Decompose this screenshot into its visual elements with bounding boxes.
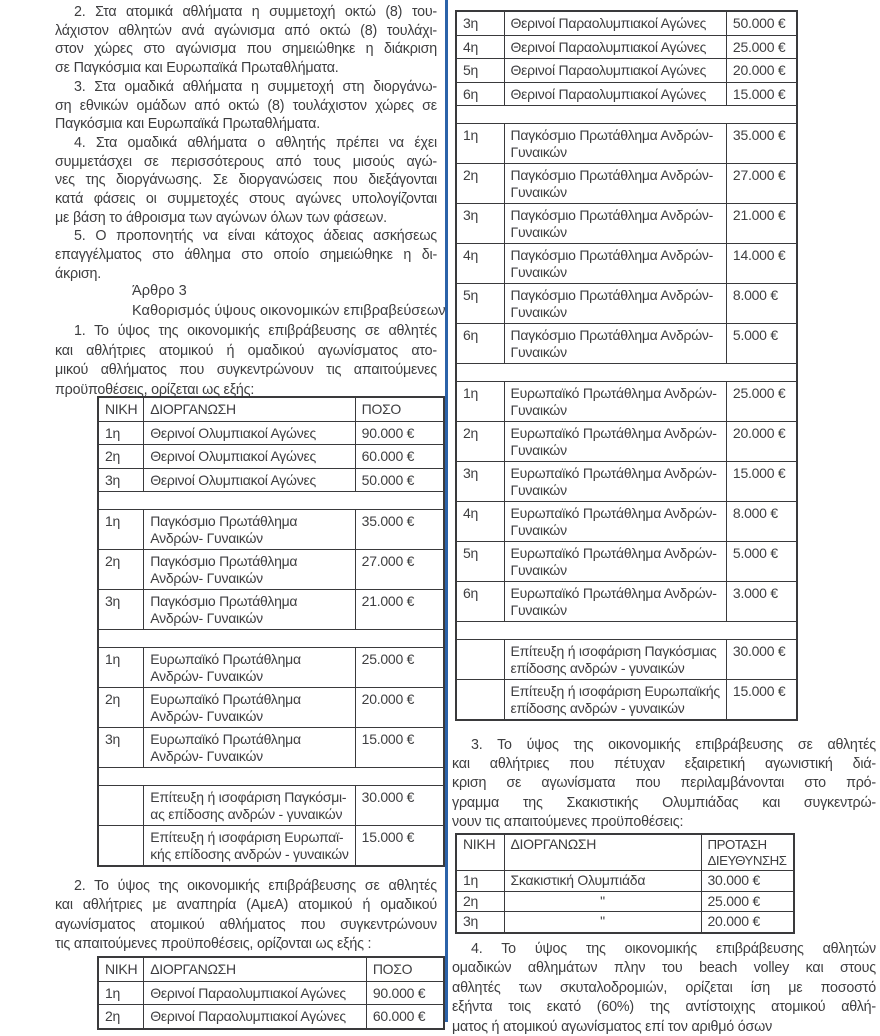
spacer-cell: [456, 622, 797, 640]
cell-line: Ευρωπαϊκό Πρωτάθλημα Ανδρών-: [510, 505, 717, 521]
cell-line: Θερινοί Παραολυμπιακοί Αγώνες: [510, 62, 707, 78]
rewards-table-chess: [455, 833, 795, 934]
text-line: άκριση.: [55, 265, 102, 282]
amount-cell: 60.000 €: [355, 445, 444, 469]
header-cell-niki: ΝΙΚΗ: [98, 397, 144, 421]
amount-cell: 30.000 €: [355, 786, 444, 826]
cell-line: Επίτευξη ή ισοφάριση Ευρωπαϊκής: [510, 683, 720, 699]
header-cell-diorganosi: ΔΙΟΡΓΑΝΩΣΗ: [144, 397, 355, 421]
table-header-row: [456, 834, 794, 871]
event-cell: [144, 786, 355, 826]
text-line: Παγκόσμια και Ευρωπαϊκά Πρωταθλήματα.: [55, 116, 320, 133]
cell-line: Ευρωπαϊκό Πρωτάθλημα Ανδρών-: [510, 545, 717, 561]
paragraph-3-chess: [452, 736, 876, 832]
cell-line: Γυναικών: [510, 521, 567, 538]
rank-cell: 1η: [98, 421, 144, 445]
rank-cell: 2η: [98, 688, 144, 728]
table-row: [98, 688, 444, 728]
cell-line: Επίτευξη ή ισοφάριση Παγκόσμι-: [150, 789, 347, 805]
event-cell: [504, 640, 726, 680]
paragraph-3: [55, 78, 437, 134]
amount-cell: 21.000 €: [726, 204, 797, 244]
text-line: και αθλήτριες με αναπηρία (ΑμεΑ) ατομικού ή ομαδικού: [55, 897, 437, 914]
table-row: [456, 324, 797, 364]
text-line: κριση σε αγωνίσματα που περιλαμβάνονται στο πρό-: [452, 775, 876, 792]
header-cell-diorganosi: ΔΙΟΡΓΑΝΩΣΗ: [144, 957, 367, 981]
cell-line: Παγκόσμιο Πρωτάθλημα Ανδρών-: [510, 167, 714, 183]
table-row: [456, 35, 797, 59]
table-spacer-row: [98, 630, 444, 648]
cell-line: Ευρωπαϊκό Πρωτάθλημα: [150, 651, 301, 667]
table-row: [456, 640, 797, 680]
amount-cell: 8.000 €: [726, 284, 797, 324]
paragraph-4-team: [452, 940, 876, 1036]
text-line: κατά φάσεις οι συμμετοχές στους αγώνες υπολογίζονται: [55, 191, 437, 208]
text-line: με βάση το άθροισμα των αγώνων όλων των φάσεων.: [55, 209, 387, 226]
event-cell: [144, 728, 355, 768]
cell-line: επίδοσης ανδρών - γυναικών: [510, 699, 685, 716]
cell-line: Παγκόσμιο Πρωτάθλημα: [150, 553, 298, 569]
text-line: μικού αθλήματος που συγκεντρώνουν τις απαιτούμενες: [55, 362, 437, 379]
rank-cell: [456, 640, 504, 680]
rank-cell: 3η: [456, 912, 504, 933]
amount-cell: 30.000 €: [701, 871, 794, 892]
text-line: ομαδικών αθλημάτων πλην του beach volley και στους: [452, 960, 876, 977]
cell-line: κής επίδοσης ανδρών - γυναικών: [150, 845, 349, 862]
table-row: [98, 648, 444, 688]
amount-cell: 90.000 €: [366, 981, 444, 1005]
cell-line: Θερινοί Ολυμπιακοί Αγώνες: [150, 471, 316, 488]
cell-line: Θερινοί Παραολυμπιακοί Αγώνες: [150, 1008, 346, 1024]
rewards-table-individual: [97, 396, 445, 867]
text-line: προϋποθέσεις, ορίζεται ως εξής:: [55, 381, 255, 398]
event-cell: [144, 550, 355, 590]
table-spacer-row: [456, 106, 797, 124]
event-cell: [144, 590, 355, 630]
paragraph-1: [55, 322, 437, 400]
text-line: συμμετάσχει σε περισσότερους από τους μισούς αγώ-: [55, 153, 437, 170]
event-cell: [144, 688, 355, 728]
header-cell-protasi-diefthynsis: ΠΡΟΤΑΣΗ ΔΙΕΥΘΥΝΣΗΣ: [701, 834, 794, 871]
table-row: [98, 550, 444, 590]
text-line: 4. Στα ομαδικά αθλήματα ο αθλητής πρέπει να έχει: [74, 134, 437, 151]
amount-cell: 15.000 €: [726, 82, 797, 106]
table-spacer-row: [98, 492, 444, 510]
cell-line: Παγκόσμιο Πρωτάθλημα Ανδρών-: [510, 287, 714, 303]
rank-cell: 3η: [98, 728, 144, 768]
amount-cell: 27.000 €: [726, 164, 797, 204]
amount-cell: 20.000 €: [355, 688, 444, 728]
amount-cell: 14.000 €: [726, 244, 797, 284]
paragraph-5: [55, 227, 437, 283]
spacer-cell: [456, 106, 797, 124]
cell-line: Παγκόσμιο Πρωτάθλημα: [150, 513, 298, 529]
amount-cell: 5.000 €: [726, 324, 797, 364]
amount-cell: 5.000 €: [726, 542, 797, 582]
table-row: [456, 680, 797, 721]
article-title: Άρθρο 3: [132, 283, 187, 299]
text-line: στον χώρες στο αγώνισμα που σημειώθηκε η διάκριση: [55, 41, 437, 58]
cell-line: Επίτευξη ή ισοφάριση Παγκόσμιας: [510, 643, 717, 659]
text-line: 2. Το ύψος της οικονομικής επιβράβευσης σε αθλητές: [74, 878, 437, 894]
cell-line: Γυναικών: [510, 401, 567, 418]
cell-line: Γυναικών: [510, 143, 567, 160]
amount-cell: 15.000 €: [355, 728, 444, 768]
event-cell: [144, 648, 355, 688]
table-row: [98, 468, 444, 492]
amount-cell: 60.000 €: [366, 1005, 444, 1029]
text-line: και αθλήτριες που πέτυχαν εξαιρετική αγωνιστική διά-: [452, 756, 876, 773]
event-cell: [504, 82, 726, 106]
amount-cell: 20.000 €: [701, 912, 794, 933]
rank-cell: 2η: [98, 550, 144, 590]
rank-cell: 3η: [98, 590, 144, 630]
cell-line: ας επίδοσης ανδρών - γυναικών: [150, 805, 343, 822]
spacer-cell: [98, 630, 444, 648]
cell-line: Παγκόσμιο Πρωτάθλημα Ανδρών-: [510, 207, 714, 223]
cell-line: επίδοσης ανδρών - γυναικών: [510, 659, 685, 676]
event-cell: [504, 284, 726, 324]
cell-line: Ανδρών- Γυναικών: [150, 747, 263, 764]
event-cell: [144, 445, 355, 469]
text-line: 4. Το ύψος της οικονομικής επιβράβευσης αθλητών: [471, 941, 876, 957]
table-row: [456, 244, 797, 284]
event-cell: [144, 421, 355, 445]
left-column: [55, 0, 445, 1036]
rank-cell: 2η: [98, 1005, 144, 1029]
text-line: 3. Στα ομαδικά αθλήματα η συμμετοχή στη διοργάνω-: [74, 78, 437, 95]
rank-cell: 6η: [456, 582, 504, 622]
table-row: [456, 891, 794, 912]
event-cell: [504, 422, 726, 462]
paragraph-4: [55, 134, 437, 228]
amount-cell: 15.000 €: [355, 826, 444, 867]
rank-cell: 3η: [456, 204, 504, 244]
amount-cell: 8.000 €: [726, 502, 797, 542]
cell-line: Ευρωπαϊκό Πρωτάθλημα Ανδρών-: [510, 585, 717, 601]
text-line: ση εθνικών ομάδων από οκτώ (8) τουλάχιστον χώρες σε: [55, 97, 437, 114]
rank-cell: 1η: [98, 510, 144, 550]
event-cell: [504, 164, 726, 204]
table-spacer-row: [456, 622, 797, 640]
text-line: τις απαιτούμενες προϋποθέσεις, ορίζονται ως εξής :: [55, 936, 372, 953]
table-header-row: [98, 957, 444, 981]
rank-cell: [456, 680, 504, 721]
rank-cell: 2η: [456, 422, 504, 462]
table-row: [98, 445, 444, 469]
event-cell: [504, 244, 726, 284]
cell-line: Θερινοί Παραολυμπιακοί Αγώνες: [510, 38, 707, 55]
table-row: [456, 582, 797, 622]
rank-cell: [98, 826, 144, 867]
cell-line: Ευρωπαϊκό Πρωτάθλημα Ανδρών-: [510, 465, 717, 481]
table-row: [456, 871, 794, 892]
amount-cell: 3.000 €: [726, 582, 797, 622]
cell-line: Ευρωπαϊκό Πρωτάθλημα: [150, 691, 301, 707]
rank-cell: 1η: [98, 648, 144, 688]
event-cell: [504, 59, 726, 83]
cell-line: Επίτευξη ή ισοφάριση Ευρωπαϊ-: [150, 829, 344, 845]
amount-cell: 25.000 €: [726, 35, 797, 59]
table-row: [456, 164, 797, 204]
cell-line: Θερινοί Παραολυμπιακοί Αγώνες: [510, 85, 707, 102]
amount-cell: 27.000 €: [355, 550, 444, 590]
table-row: [456, 11, 797, 35]
table-row: [98, 510, 444, 550]
amount-cell: 15.000 €: [726, 462, 797, 502]
amount-cell: 90.000 €: [355, 421, 444, 445]
text-line: αγωνίσματος ατομικού αθλήματος που συγκεντρώνουν: [55, 916, 437, 933]
table-row: [456, 204, 797, 244]
text-line: νουν τις απαιτούμενες προϋποθέσεις:: [452, 813, 684, 830]
rank-cell: 5η: [456, 59, 504, 83]
table-row: [98, 728, 444, 768]
table-row: [456, 422, 797, 462]
event-cell: [144, 1005, 367, 1029]
article-subtitle: Καθορισμός ύψους οικονομικών επιβραβεύσεων: [132, 302, 446, 319]
table-row: [98, 826, 444, 867]
amount-cell: 30.000 €: [726, 640, 797, 680]
header-cell-diorganosi: ΔΙΟΡΓΑΝΩΣΗ: [504, 834, 701, 871]
cell-line: Παγκόσμιο Πρωτάθλημα Ανδρών-: [510, 127, 714, 143]
table-row: [98, 1005, 444, 1029]
amount-cell: 21.000 €: [355, 590, 444, 630]
cell-line: Γυναικών: [510, 561, 567, 578]
event-cell: [504, 542, 726, 582]
event-cell: [144, 468, 355, 492]
cell-line: Ευρωπαϊκό Πρωτάθλημα: [150, 731, 301, 747]
text-line: 2. Στα ατομικά αθλήματα η συμμετοχή οκτώ (8) του-: [74, 4, 437, 20]
cell-line: Σκακιστική Ολυμπιάδα: [510, 872, 646, 888]
cell-line: ": [600, 892, 605, 909]
amount-cell: 50.000 €: [726, 11, 797, 35]
cell-line: Ανδρών- Γυναικών: [150, 569, 263, 586]
text-line: λάχιστον αθλητών ανά αγώνισμα από οκτώ (8) τουλάχι-: [55, 22, 437, 39]
rank-cell: 2η: [456, 164, 504, 204]
column-divider-rule: [445, 0, 448, 1022]
header-cell-niki: ΝΙΚΗ: [456, 834, 504, 871]
event-cell: [504, 204, 726, 244]
text-line: 5. Ο προπονητής να είναι κάτοχος άδειας ασκήσεως: [74, 228, 437, 245]
rank-cell: 3η: [98, 468, 144, 492]
amount-cell: 20.000 €: [726, 422, 797, 462]
event-cell: [504, 324, 726, 364]
table-row: [98, 786, 444, 826]
table-row: [456, 542, 797, 582]
table-row: [456, 912, 794, 933]
cell-line: Γυναικών: [510, 223, 567, 240]
spacer-cell: [98, 768, 444, 786]
event-cell: [504, 680, 726, 721]
table-spacer-row: [98, 768, 444, 786]
text-line: εξήντα τοις εκατό (60%) της αντίστοιχης ατομικού αθλή-: [452, 999, 876, 1016]
text-line: επαγγέλματος στο άθλημα στο οποίο σημειώθηκε η δι-: [55, 247, 437, 264]
rank-cell: 3η: [456, 462, 504, 502]
event-cell: [144, 826, 355, 867]
header-cell-poso: ΠΟΣΟ: [355, 397, 444, 421]
rank-cell: 5η: [456, 284, 504, 324]
table-row: [456, 59, 797, 83]
event-cell: [504, 871, 701, 892]
amount-cell: 35.000 €: [726, 124, 797, 164]
event-cell: [504, 502, 726, 542]
table-row: [98, 590, 444, 630]
rank-cell: 1η: [98, 981, 144, 1005]
amount-cell: 25.000 €: [355, 648, 444, 688]
cell-line: Ευρωπαϊκό Πρωτάθλημα Ανδρών-: [510, 425, 717, 441]
cell-line: Θερινοί Παραολυμπιακοί Αγώνες: [510, 15, 707, 31]
body-paragraphs: [55, 3, 437, 284]
cell-line: Παγκόσμιο Πρωτάθλημα Ανδρών-: [510, 327, 714, 343]
paragraph-2: [55, 3, 437, 78]
cell-line: Γυναικών: [510, 183, 567, 200]
header-cell-niki: ΝΙΚΗ: [98, 957, 144, 981]
cell-line: Γυναικών: [510, 481, 567, 498]
rank-cell: 1η: [456, 124, 504, 164]
spacer-cell: [98, 492, 444, 510]
event-cell: [504, 382, 726, 422]
rank-cell: 5η: [456, 542, 504, 582]
rank-cell: 3η: [456, 11, 504, 35]
table-row: [456, 382, 797, 422]
cell-line: Παγκόσμιο Πρωτάθλημα Ανδρών-: [510, 247, 714, 263]
cell-line: Γυναικών: [510, 441, 567, 458]
rewards-table-paralympic-continued: [455, 10, 798, 721]
rank-cell: 1η: [456, 871, 504, 892]
cell-line: ": [600, 913, 605, 929]
cell-line: Ευρωπαϊκό Πρωτάθλημα Ανδρών-: [510, 385, 717, 401]
cell-line: Ανδρών- Γυναικών: [150, 667, 263, 684]
cell-line: Θερινοί Ολυμπιακοί Αγώνες: [150, 424, 316, 441]
cell-line: Θερινοί Παραολυμπιακοί Αγώνες: [150, 984, 346, 1001]
cell-line: Γυναικών: [510, 343, 567, 360]
event-cell: [504, 582, 726, 622]
text-line: ματος ή ατομικού αγωνίσματος επί τον αριθμό όσων: [452, 1018, 773, 1035]
text-line: σε Παγκόσμια και Ευρωπαϊκά Πρωταθλήματα.: [55, 60, 339, 77]
cell-line: Γυναικών: [510, 601, 567, 618]
table-header-row: [98, 397, 444, 421]
text-line: αθλητές των σκυταλοδρομιών, ορίζεται ίση με ποσοστό: [452, 979, 876, 996]
rank-cell: 2η: [98, 445, 144, 469]
amount-cell: 50.000 €: [355, 468, 444, 492]
table-spacer-row: [456, 364, 797, 382]
article-heading: [132, 282, 446, 321]
cell-line: Ανδρών- Γυναικών: [150, 529, 263, 546]
amount-cell: 35.000 €: [355, 510, 444, 550]
text-line: και αθλήτριες ατομικού ή ομαδικού αγωνίσματος ατο-: [55, 342, 437, 359]
amount-cell: 20.000 €: [726, 59, 797, 83]
event-ditto-cell: [504, 891, 701, 912]
event-cell: [144, 981, 367, 1005]
amount-cell: 25.000 €: [701, 891, 794, 912]
amount-cell: 25.000 €: [726, 382, 797, 422]
table-row: [456, 82, 797, 106]
amount-cell: 15.000 €: [726, 680, 797, 721]
text-line: νες της διοργάνωσης. Σε διοργανώσεις που διεξάγονται: [55, 172, 437, 189]
rank-cell: 4η: [456, 244, 504, 284]
table-row: [98, 421, 444, 445]
cell-line: Θερινοί Ολυμπιακοί Αγώνες: [150, 448, 316, 464]
spacer-cell: [456, 364, 797, 382]
table-row: [456, 124, 797, 164]
event-cell: [504, 124, 726, 164]
event-cell: [504, 11, 726, 35]
header-cell-poso: ΠΟΣΟ: [366, 957, 444, 981]
event-cell: [504, 462, 726, 502]
table-row: [456, 462, 797, 502]
rank-cell: 6η: [456, 324, 504, 364]
rank-cell: [98, 786, 144, 826]
cell-line: Ανδρών- Γυναικών: [150, 707, 263, 724]
table-row: [98, 981, 444, 1005]
text-line: 1. Το ύψος της οικονομικής επιβράβευσης σε αθλητές: [74, 323, 437, 339]
rank-cell: 6η: [456, 82, 504, 106]
paragraph-2-amea: [55, 877, 437, 955]
table-row: [456, 502, 797, 542]
right-column: [452, 0, 878, 1036]
text-line: 3. Το ύψος της οικονομικής επιβράβευσης σε αθλητές: [471, 737, 876, 753]
rank-cell: 4η: [456, 502, 504, 542]
table-row: [456, 284, 797, 324]
rewards-table-paralympic: [97, 956, 445, 1030]
text-line: γραμμα της Σκακιστικής Ολυμπιάδας και συγκεντρώ-: [452, 794, 876, 811]
rank-cell: 2η: [456, 891, 504, 912]
rank-cell: 4η: [456, 35, 504, 59]
cell-line: Γυναικών: [510, 303, 567, 320]
event-ditto-cell: [504, 912, 701, 933]
event-cell: [504, 35, 726, 59]
cell-line: Παγκόσμιο Πρωτάθλημα: [150, 593, 298, 609]
event-cell: [144, 510, 355, 550]
rank-cell: 1η: [456, 382, 504, 422]
cell-line: Ανδρών- Γυναικών: [150, 609, 263, 626]
cell-line: Γυναικών: [510, 263, 567, 280]
